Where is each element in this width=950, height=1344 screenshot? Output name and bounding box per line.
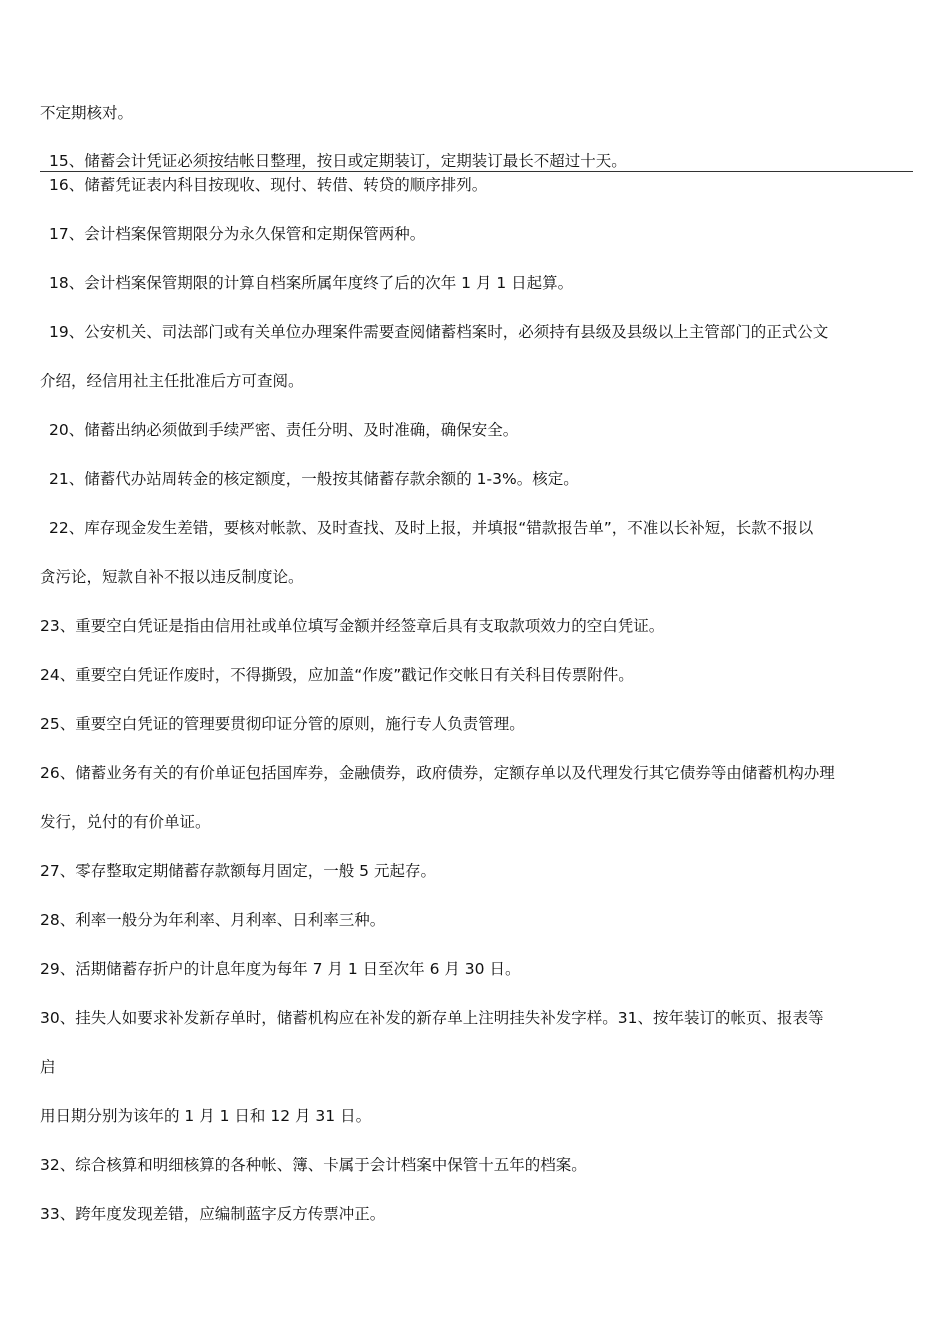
text-line: 20、储蓄出纳必须做到手续严密、责任分明、及时准确，确保安全。 (49, 421, 519, 439)
text-line: 启 (40, 1058, 56, 1076)
text-line: 21、储蓄代办站周转金的核定额度，一般按其储蓄存款余额的 1-3%。核定。 (49, 470, 579, 488)
text-line: 贪污论，短款自补不报以违反制度论。 (40, 568, 304, 586)
text-line: 15、储蓄会计凭证必须按结帐日整理，按日或定期装订，定期装订最长不超过十天。 (49, 152, 627, 170)
text-line: 17、会计档案保管期限分为永久保管和定期保管两种。 (49, 225, 426, 243)
text-line: 用日期分别为该年的 1 月 1 日和 12 月 31 日。 (40, 1107, 372, 1125)
text-line: 22、库存现金发生差错，要核对帐款、及时查找、及时上报，并填报“错款报告单”，不准以长补短，长款不报以 (49, 519, 814, 537)
text-line: 发行，兑付的有价单证。 (40, 813, 211, 831)
text-line: 32、综合核算和明细核算的各种帐、簿、卡属于会计档案中保管十五年的档案。 (40, 1156, 587, 1174)
text-line: 不定期核对。 (40, 104, 134, 122)
text-line: 23、重要空白凭证是指由信用社或单位填写金额并经签章后具有支取款项效力的空白凭证。 (40, 617, 665, 635)
text-line: 30、挂失人如要求补发新存单时，储蓄机构应在补发的新存单上注明挂失补发字样。31、按年装订的帐页、报表等 (40, 1009, 824, 1027)
text-line: 18、会计档案保管期限的计算自档案所属年度终了后的次年 1 月 1 日起算。 (49, 274, 574, 292)
text-line: 16、储蓄凭证表内科目按现收、现付、转借、转贷的顺序排列。 (49, 176, 488, 194)
text-line: 介绍，经信用社主任批准后方可查阅。 (40, 372, 304, 390)
text-line: 27、零存整取定期储蓄存款额每月固定，一般 5 元起存。 (40, 862, 436, 880)
text-line: 19、公安机关、司法部门或有关单位办理案件需要查阅储蓄档案时，必须持有县级及县级以上主管部门的正式公文 (49, 323, 829, 341)
text-line: 24、重要空白凭证作废时，不得撕毁，应加盖“作废”戳记作交帐日有关科目传票附件。 (40, 666, 634, 684)
text-line: 29、活期储蓄存折户的计息年度为每年 7 月 1 日至次年 6 月 30 日。 (40, 960, 521, 978)
text-line: 28、利率一般分为年利率、月利率、日利率三种。 (40, 911, 386, 929)
horizontal-rule (40, 171, 913, 172)
text-line: 33、跨年度发现差错，应编制蓝字反方传票冲正。 (40, 1205, 386, 1223)
text-line: 25、重要空白凭证的管理要贯彻印证分管的原则，施行专人负责管理。 (40, 715, 525, 733)
text-line: 26、储蓄业务有关的有价单证包括国库券，金融债券，政府债券，定额存单以及代理发行其它债券等由储蓄机构办理 (40, 764, 835, 782)
